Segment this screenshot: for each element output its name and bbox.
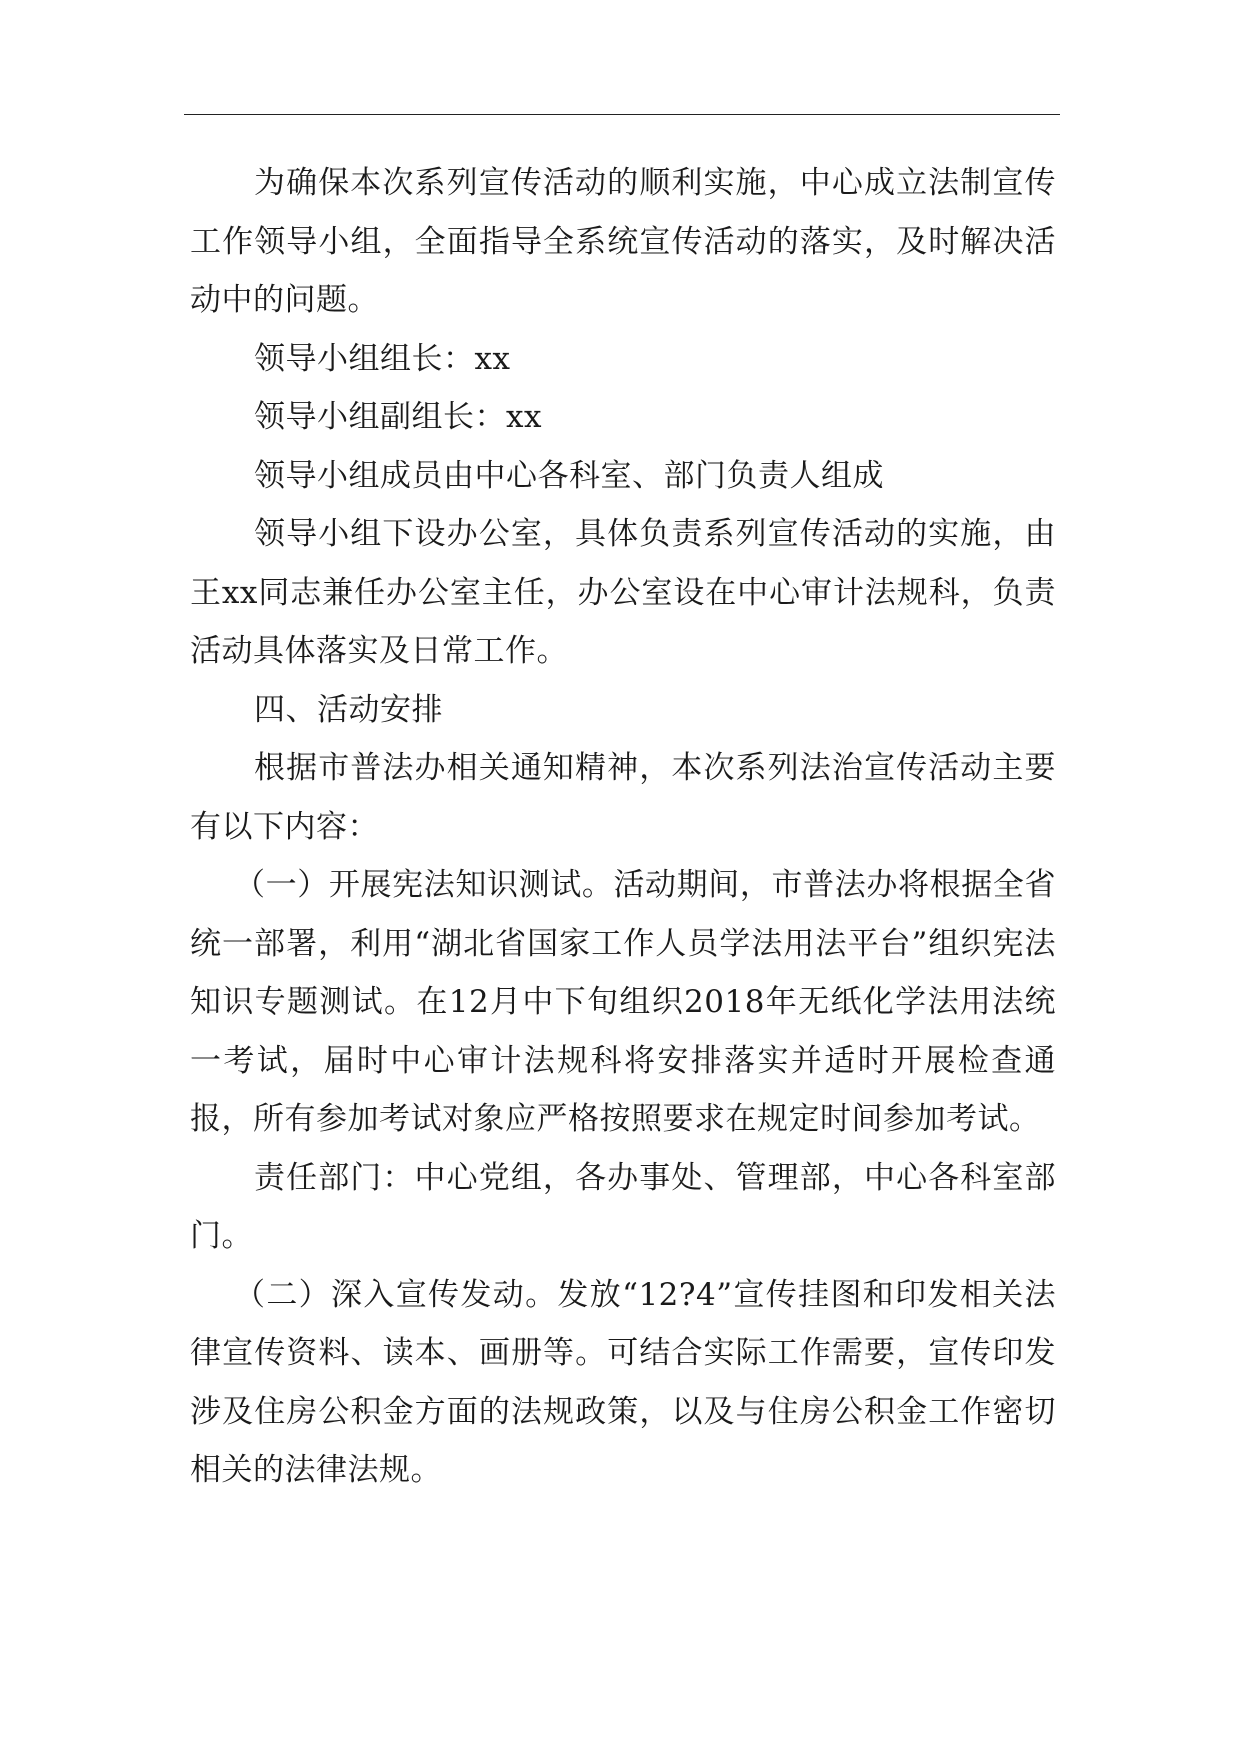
paragraph-deputy-leader: 领导小组副组长：xx <box>254 399 542 435</box>
paragraph-notice: 根据市普法办相关通知精神，本次系列法治宣传活动主要有以下内容： <box>190 750 1056 845</box>
paragraph-group-members: 领导小组成员由中心各科室、部门负责人组成 <box>254 457 884 494</box>
paragraph-item-one: （一）开展宪法知识测试。活动期间，市普法办将根据全省统一部署，利用“湖北省国家工作人员学法用法平台”组织宪法知识专题测试。在12月中下旬组织2018年无纸化学法用法统一考试，届时中心审计法规科将安排落实并适时开展检查通报，所有参加考试对象应严格按照要求在规定时间参加考试。 <box>190 867 1056 1137</box>
paragraph-office: 领导小组下设办公室，具体负责系列宣传活动的实施，由王xx同志兼任办公室主任，办公室设在中心审计法规科，负责活动具体落实及日常工作。 <box>190 516 1056 669</box>
paragraph-item-two: （二）深入宣传发动。发放“12?4”宣传挂图和印发相关法律宣传资料、读本、画册等。可结合实际工作需要，宣传印发涉及住房公积金方面的法规政策，以及与住房公积金工作密切相关的法律法规。 <box>190 1276 1056 1488</box>
section-heading-activity-arrangement: 四、活动安排 <box>254 691 443 728</box>
document-body <box>190 154 1056 1500</box>
header-rule <box>184 114 1060 115</box>
paragraph-group-leader: 领导小组组长：xx <box>254 340 511 377</box>
paragraph-leadership-group: 为确保本次系列宣传活动的顺利实施，中心成立法制宣传工作领导小组，全面指导全系统宣传活动的落实，及时解决活动中的问题。 <box>190 165 1056 318</box>
paragraph-responsible-departments: 责任部门：中心党组，各办事处、管理部，中心各科室部门。 <box>190 1159 1056 1254</box>
